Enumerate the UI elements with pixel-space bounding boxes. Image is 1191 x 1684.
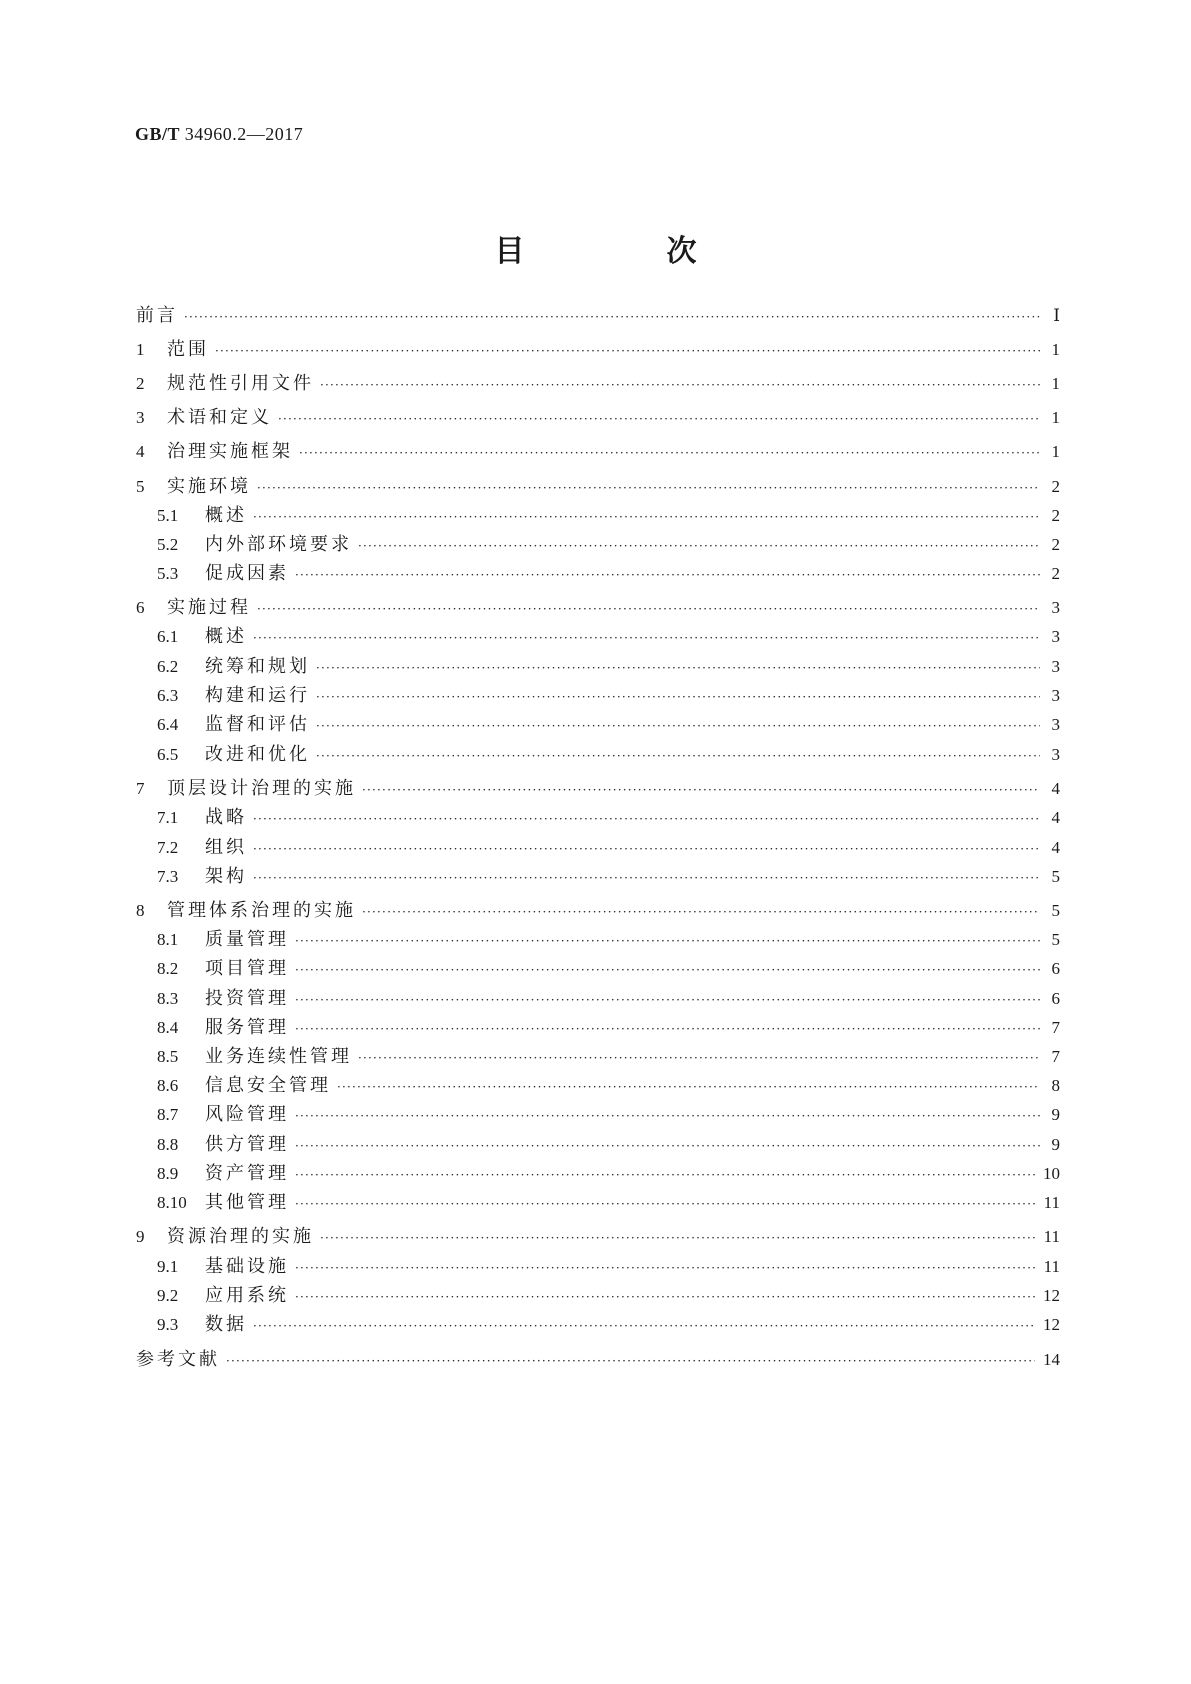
toc-entry-number: 1 — [136, 340, 145, 359]
toc-entry-page: 8 — [1051, 1076, 1060, 1095]
toc-entry-page: 2 — [1051, 564, 1060, 583]
toc-entry — [136, 405, 1060, 431]
toc-entry-page: 5 — [1051, 930, 1060, 949]
toc-entry — [157, 864, 1060, 890]
toc-entry-title: 参考文献 — [136, 1349, 220, 1370]
toc-entry — [136, 1224, 1060, 1250]
dot-leader — [257, 596, 1040, 622]
toc-entry-page: 7 — [1051, 1047, 1060, 1066]
toc-entry-page: 3 — [1051, 657, 1060, 676]
toc-entry-page: 6 — [1051, 989, 1060, 1008]
toc-entry-title: 架构 — [205, 866, 247, 887]
toc-entry-title: 改进和优化 — [205, 744, 310, 765]
toc-entry-page: 7 — [1051, 1018, 1060, 1037]
toc-entry-page: 3 — [1051, 715, 1060, 734]
toc-entry-number: 5.3 — [157, 564, 179, 583]
toc-entry-page: 6 — [1051, 959, 1060, 978]
toc-entry — [136, 595, 1060, 621]
toc-entry-number: 5.2 — [157, 535, 179, 554]
toc-entry-page: 4 — [1051, 808, 1060, 827]
toc-entry — [157, 532, 1060, 558]
toc-entry — [136, 1347, 1060, 1373]
toc-entry — [157, 1190, 1060, 1216]
toc-entry-page: 5 — [1051, 901, 1060, 920]
dot-leader — [253, 1313, 1035, 1339]
toc-entry-page: 1 — [1051, 374, 1060, 393]
page-title: 目 次 — [494, 234, 753, 269]
toc-entry-page: 12 — [1043, 1315, 1060, 1334]
toc-entry — [136, 474, 1060, 500]
toc-entry — [157, 1161, 1060, 1187]
toc-entry-page: 11 — [1043, 1257, 1060, 1276]
toc-entry-page: 3 — [1051, 627, 1060, 646]
dot-leader — [253, 504, 1040, 530]
toc-entry-number: 8.2 — [157, 959, 179, 978]
toc-entry — [157, 683, 1060, 709]
dot-leader — [337, 1074, 1040, 1100]
toc-entry-number: 6.5 — [157, 745, 179, 764]
toc-entry — [157, 1132, 1060, 1158]
dot-leader — [295, 1255, 1036, 1281]
toc-entry-number: 9.2 — [157, 1286, 179, 1305]
dot-leader — [295, 1103, 1040, 1129]
toc-entry-title: 资源治理的实施 — [167, 1226, 314, 1247]
dot-leader — [299, 440, 1040, 466]
toc-entry-page: 2 — [1051, 506, 1060, 525]
toc-entry-title: 范围 — [167, 339, 209, 360]
dot-leader — [257, 475, 1040, 501]
toc-entry-title: 概述 — [205, 626, 247, 647]
standard-code: 34960.2—2017 — [184, 124, 304, 144]
dot-leader — [253, 806, 1040, 832]
dot-leader — [358, 533, 1040, 559]
toc-entry-number: 8.9 — [157, 1164, 179, 1183]
dot-leader — [316, 655, 1040, 681]
toc-entry — [157, 1102, 1060, 1128]
toc-entry-title: 组织 — [205, 837, 247, 858]
toc-entry-title: 术语和定义 — [167, 407, 272, 428]
toc-entry-title: 统筹和规划 — [205, 656, 310, 677]
toc-entry-number: 6.1 — [157, 627, 179, 646]
toc-entry-title: 实施环境 — [167, 476, 251, 497]
toc-entry-title: 应用系统 — [205, 1285, 289, 1306]
toc-entry — [136, 303, 1060, 329]
toc-entry — [157, 712, 1060, 738]
toc-entry — [157, 1073, 1060, 1099]
dot-leader — [316, 743, 1040, 769]
dot-leader — [362, 899, 1040, 925]
dot-leader — [295, 1191, 1036, 1217]
toc-entry-page: 1 — [1051, 408, 1060, 427]
dot-leader — [278, 406, 1040, 432]
toc-entry-title: 项目管理 — [205, 958, 289, 979]
toc-entry-number: 8.6 — [157, 1076, 179, 1095]
toc-entry — [157, 1312, 1060, 1338]
toc-entry-title: 其他管理 — [205, 1192, 289, 1213]
toc-entry-number: 6.4 — [157, 715, 179, 734]
toc-entry-number: 6.2 — [157, 657, 179, 676]
toc-entry-number: 9.1 — [157, 1257, 179, 1276]
toc-entry — [157, 927, 1060, 953]
dot-leader — [316, 713, 1040, 739]
dot-leader — [358, 1045, 1040, 1071]
dot-leader — [295, 987, 1040, 1013]
toc-entry-title: 治理实施框架 — [167, 441, 293, 462]
dot-leader — [253, 865, 1040, 891]
dot-leader — [295, 1133, 1040, 1159]
dot-leader — [295, 562, 1040, 588]
toc-entry-title: 风险管理 — [205, 1104, 289, 1125]
toc-entry — [157, 986, 1060, 1012]
dot-leader — [362, 777, 1040, 803]
toc-entry-number: 8.7 — [157, 1105, 179, 1124]
toc-entry-number: 3 — [136, 408, 145, 427]
toc-entry-number: 2 — [136, 374, 145, 393]
toc-entry-number: 8 — [136, 901, 145, 920]
dot-leader — [253, 836, 1040, 862]
toc-entry — [157, 956, 1060, 982]
toc-entry — [157, 1015, 1060, 1041]
toc-entry-page: 12 — [1043, 1286, 1060, 1305]
toc-entry — [157, 1044, 1060, 1070]
toc-entry — [136, 776, 1060, 802]
toc-entry-number: 7.2 — [157, 838, 179, 857]
toc-entry-title: 信息安全管理 — [205, 1075, 331, 1096]
dot-leader — [295, 1162, 1035, 1188]
toc-entry-page: 10 — [1043, 1164, 1060, 1183]
toc-entry-title: 内外部环境要求 — [205, 534, 352, 555]
toc-entry-title: 概述 — [205, 505, 247, 526]
toc-entry — [136, 371, 1060, 397]
toc-entry-number: 8.10 — [157, 1193, 187, 1212]
toc-entry-page: 1 — [1051, 442, 1060, 461]
toc-entry — [157, 1283, 1060, 1309]
toc-entry-number: 7.3 — [157, 867, 179, 886]
toc-entry-title: 资产管理 — [205, 1163, 289, 1184]
toc-entry-number: 8.5 — [157, 1047, 179, 1066]
toc-entry-page: 3 — [1051, 745, 1060, 764]
dot-leader — [320, 372, 1040, 398]
toc-entry-number: 6 — [136, 598, 145, 617]
toc-entry-page: 2 — [1051, 535, 1060, 554]
toc-entry-title: 顶层设计治理的实施 — [167, 778, 356, 799]
toc-entry-title: 业务连续性管理 — [205, 1046, 352, 1067]
toc-entry-page: 14 — [1043, 1350, 1060, 1369]
toc-entry-title: 促成因素 — [205, 563, 289, 584]
toc-entry-page: 4 — [1051, 838, 1060, 857]
toc-entry-page: 9 — [1051, 1135, 1060, 1154]
toc-entry-title: 实施过程 — [167, 597, 251, 618]
toc-entry-number: 9 — [136, 1227, 145, 1246]
toc-entry-page: 4 — [1051, 779, 1060, 798]
toc-entry-page: 11 — [1043, 1227, 1060, 1246]
toc-entry-title: 管理体系治理的实施 — [167, 900, 356, 921]
dot-leader — [295, 928, 1040, 954]
dot-leader — [215, 338, 1040, 364]
toc-entry — [157, 835, 1060, 861]
toc-entry-number: 5.1 — [157, 506, 179, 525]
toc-entry — [157, 624, 1060, 650]
toc-entry-page: Ⅰ — [1053, 306, 1060, 325]
toc-entry-title: 投资管理 — [205, 988, 289, 1009]
toc-entry-title: 监督和评估 — [205, 714, 310, 735]
toc-entry — [136, 439, 1060, 465]
toc-entry-number: 8.3 — [157, 989, 179, 1008]
toc-entry-title: 数据 — [205, 1314, 247, 1335]
dot-leader — [316, 684, 1040, 710]
standard-prefix: GB/T — [135, 124, 180, 144]
toc-entry-title: 构建和运行 — [205, 685, 310, 706]
toc-entry-title: 前言 — [136, 305, 178, 326]
toc-entry-number: 5 — [136, 477, 145, 496]
dot-leader — [226, 1348, 1035, 1374]
toc-entry — [157, 654, 1060, 680]
toc-entry — [136, 898, 1060, 924]
toc-entry-number: 8.8 — [157, 1135, 179, 1154]
toc-entry-page: 1 — [1051, 340, 1060, 359]
toc-entry — [157, 742, 1060, 768]
toc-entry-page: 11 — [1043, 1193, 1060, 1212]
dot-leader — [295, 957, 1040, 983]
toc-entry-page: 3 — [1051, 686, 1060, 705]
toc-entry — [157, 561, 1060, 587]
toc-entry-number: 7 — [136, 779, 145, 798]
toc-entry-page: 5 — [1051, 867, 1060, 886]
toc-entry-number: 8.4 — [157, 1018, 179, 1037]
dot-leader — [184, 304, 1040, 330]
toc-entry-page: 9 — [1051, 1105, 1060, 1124]
toc-entry-number: 7.1 — [157, 808, 179, 827]
toc-entry-page: 2 — [1051, 477, 1060, 496]
dot-leader — [295, 1016, 1040, 1042]
toc-entry-number: 9.3 — [157, 1315, 179, 1334]
dot-leader — [295, 1284, 1035, 1310]
toc-entry — [157, 1254, 1060, 1280]
toc-entry-number: 6.3 — [157, 686, 179, 705]
toc-entry — [157, 503, 1060, 529]
standard-number — [135, 124, 303, 145]
toc-entry-title: 服务管理 — [205, 1017, 289, 1038]
toc-entry-title: 规范性引用文件 — [167, 373, 314, 394]
toc-entry — [136, 337, 1060, 363]
toc-entry — [157, 805, 1060, 831]
toc-entry-page: 3 — [1051, 598, 1060, 617]
toc-entry-title: 基础设施 — [205, 1256, 289, 1277]
toc-entry-title: 质量管理 — [205, 929, 289, 950]
toc-entry-number: 8.1 — [157, 930, 179, 949]
toc-entry-title: 战略 — [205, 807, 247, 828]
dot-leader — [320, 1225, 1036, 1251]
dot-leader — [253, 625, 1040, 651]
toc-entry-title: 供方管理 — [205, 1134, 289, 1155]
toc-entry-number: 4 — [136, 442, 145, 461]
